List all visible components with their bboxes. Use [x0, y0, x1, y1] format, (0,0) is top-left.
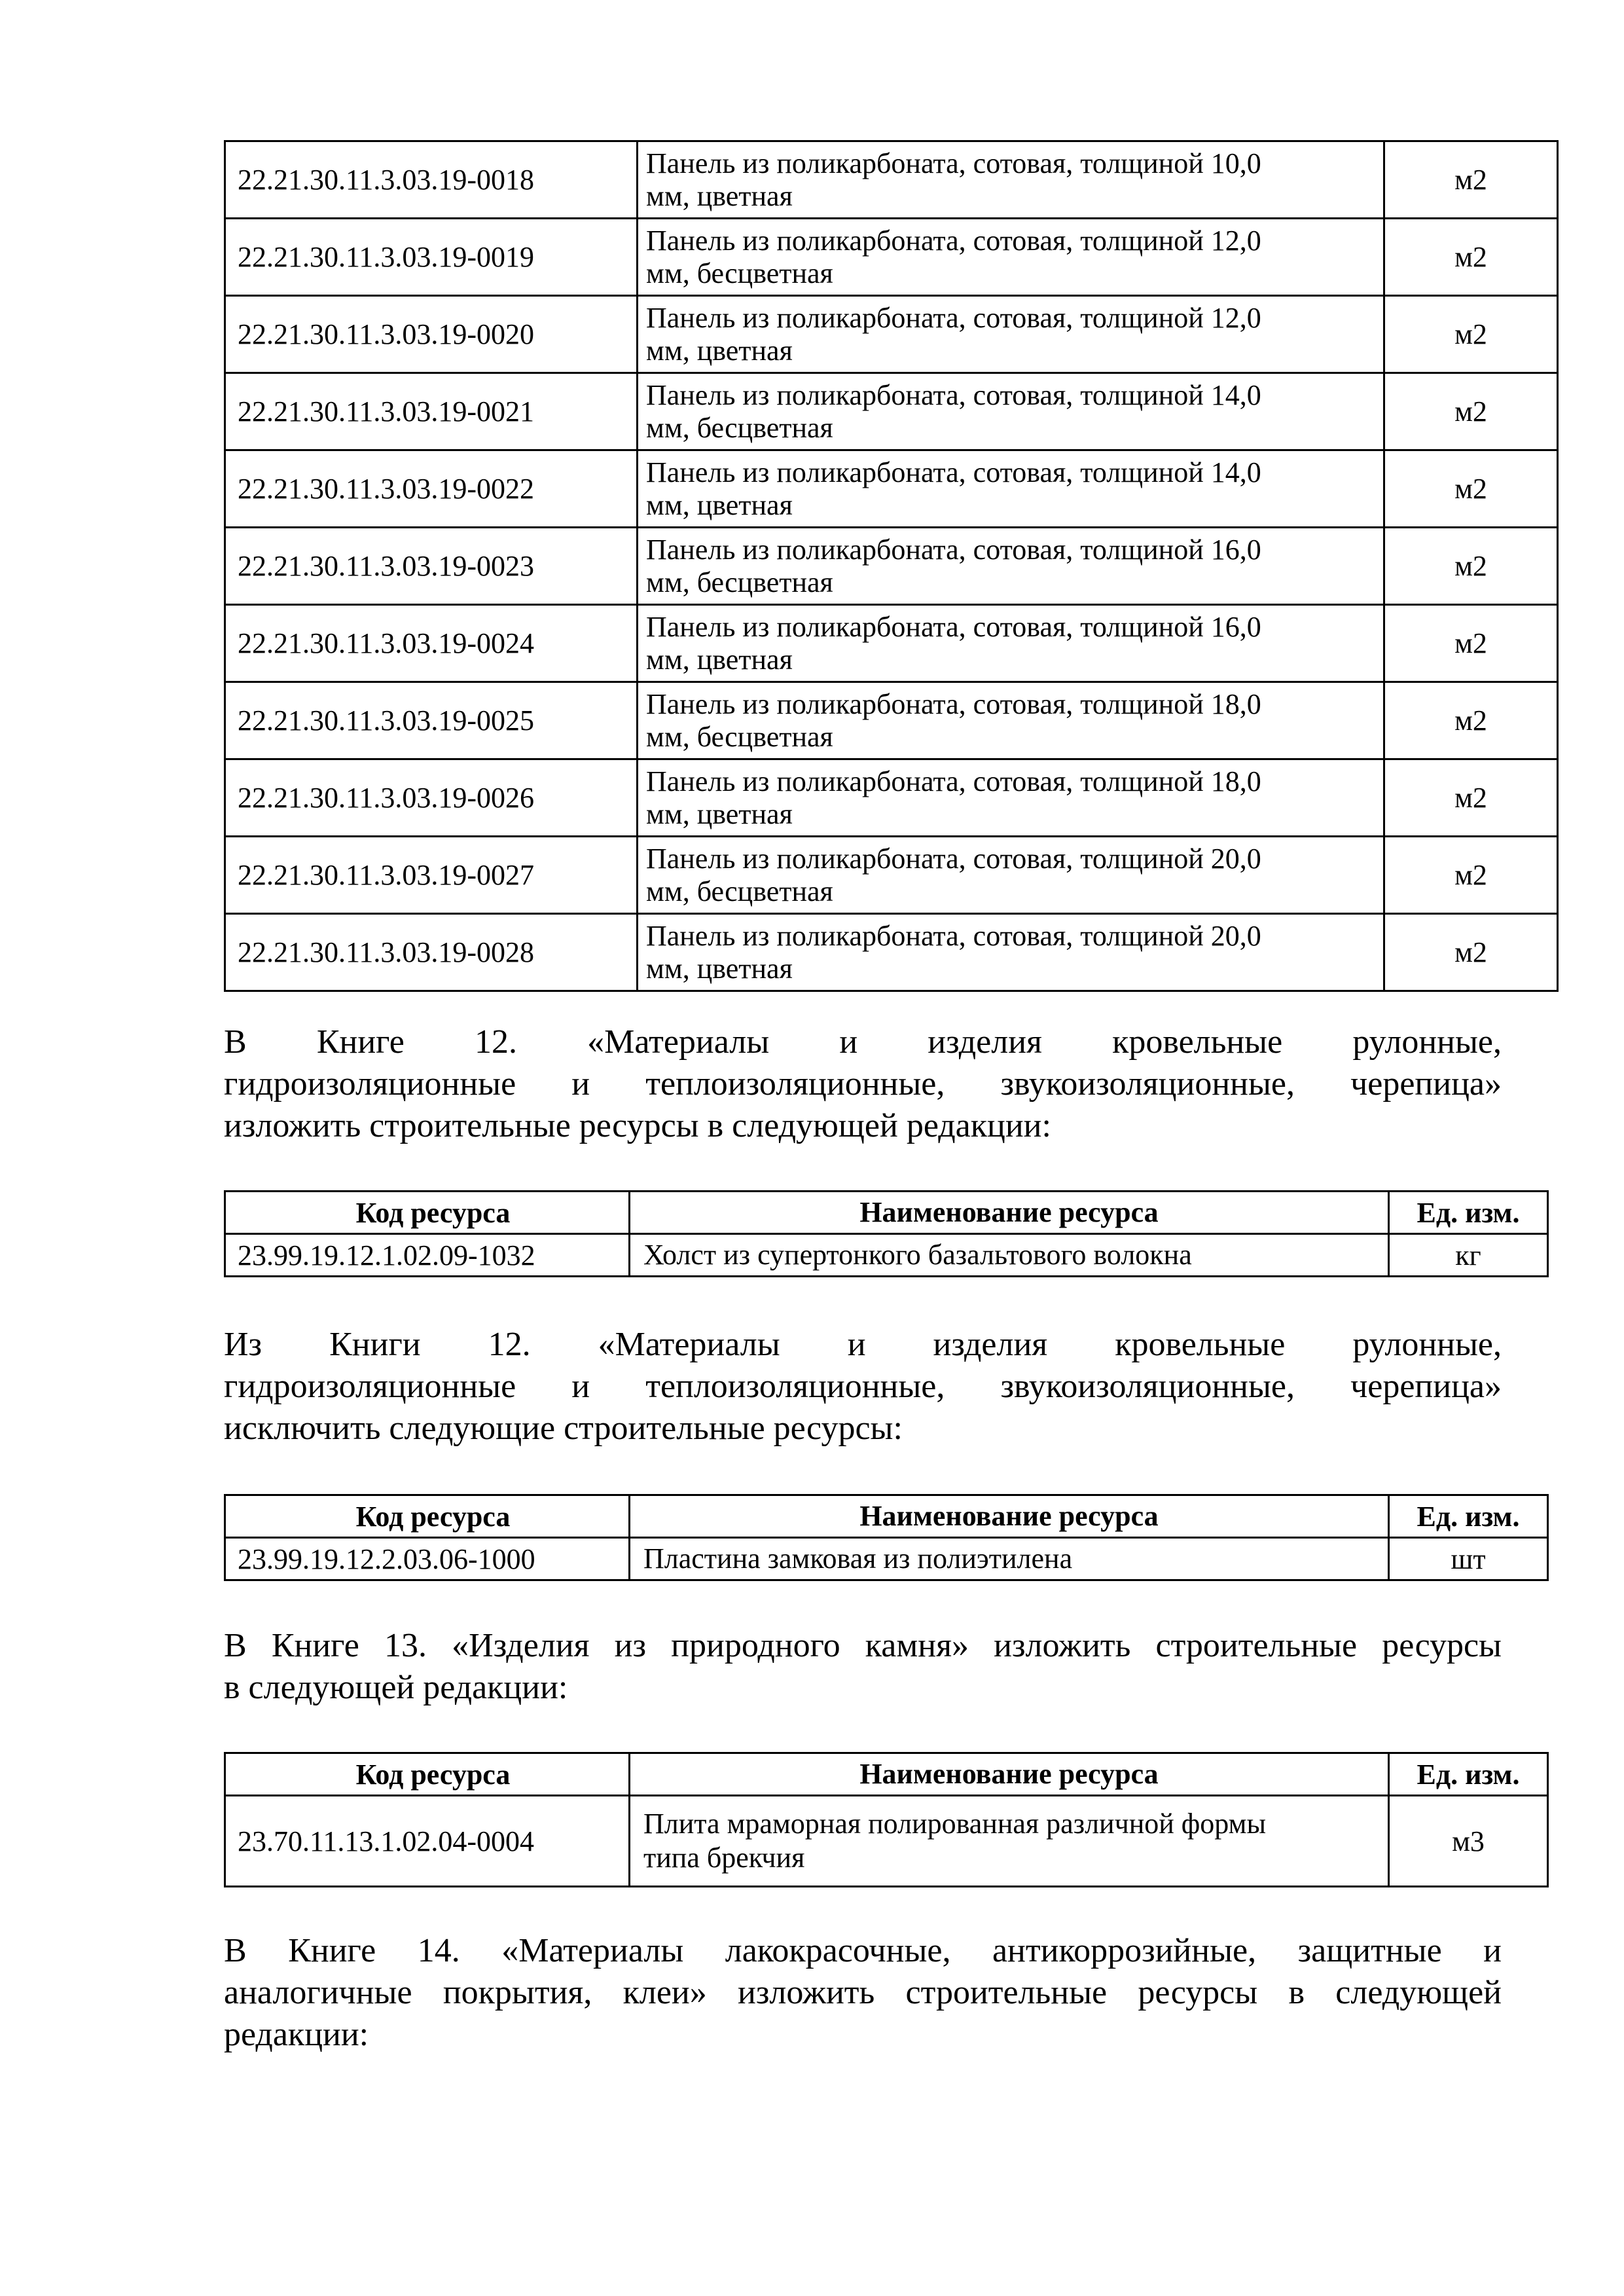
resource-code: 22.21.30.11.3.03.19-0019	[225, 219, 638, 296]
resource-name-line2: мм, бесцветная	[646, 720, 833, 753]
header-name: Наименование ресурса	[630, 1192, 1389, 1234]
table-row	[225, 219, 1558, 296]
header-name: Наименование ресурса	[630, 1495, 1389, 1538]
row-unit: кг	[1389, 1234, 1548, 1277]
resource-unit: м2	[1384, 682, 1558, 759]
row-code: 23.99.19.12.1.02.09-1032	[225, 1234, 630, 1277]
resource-unit: м2	[1384, 296, 1558, 373]
resource-code: 22.21.30.11.3.03.19-0021	[225, 373, 638, 450]
table-row	[225, 1234, 1548, 1277]
resource-name-line1: Панель из поликарбоната, сотовая, толщиной 20,0	[646, 919, 1261, 952]
resource-name	[638, 682, 1384, 759]
resource-name-line1: Панель из поликарбоната, сотовая, толщиной 20,0	[646, 842, 1261, 875]
resource-name-line1: Панель из поликарбоната, сотовая, толщиной 12,0	[646, 301, 1261, 334]
table-row	[225, 528, 1558, 605]
resource-name-line2: мм, бесцветная	[646, 875, 833, 907]
table-row	[225, 373, 1558, 450]
resource-name-line2: мм, бесцветная	[646, 566, 833, 598]
header-unit: Ед. изм.	[1389, 1753, 1548, 1796]
row-name: Пластина замковая из полиэтилена	[630, 1538, 1389, 1580]
resource-unit: м2	[1384, 605, 1558, 682]
header-name: Наименование ресурса	[630, 1753, 1389, 1796]
resource-name-line2: мм, цветная	[646, 179, 793, 212]
resource-unit: м2	[1384, 837, 1558, 914]
resource-name-line1: Панель из поликарбоната, сотовая, толщиной 16,0	[646, 533, 1261, 566]
book14-edit-line1: В Книге 14. «Материалы лакокрасочные, антикоррозийные, защитные и	[224, 1932, 1502, 1969]
resource-name-line1: Панель из поликарбоната, сотовая, толщиной 18,0	[646, 687, 1261, 720]
table-row	[225, 682, 1558, 759]
row-code: 23.99.19.12.2.03.06-1000	[225, 1538, 630, 1580]
table-row	[225, 759, 1558, 837]
book12-edit-line2: гидроизоляционные и теплоизоляционные, звукоизоляционные, черепица»	[224, 1065, 1502, 1102]
resource-name	[638, 296, 1384, 373]
resource-unit: м2	[1384, 141, 1558, 219]
resource-name	[638, 528, 1384, 605]
resource-name-line2: мм, бесцветная	[646, 257, 833, 289]
resource-name	[638, 605, 1384, 682]
resource-code: 22.21.30.11.3.03.19-0026	[225, 759, 638, 837]
resource-name-line1: Панель из поликарбоната, сотовая, толщиной 18,0	[646, 765, 1261, 797]
resource-name-line2: мм, цветная	[646, 488, 793, 521]
resource-name	[638, 373, 1384, 450]
resource-name-line2: мм, цветная	[646, 952, 793, 985]
resource-name-line1: Панель из поликарбоната, сотовая, толщиной 12,0	[646, 224, 1261, 257]
resource-name	[638, 219, 1384, 296]
resource-name-line1: Панель из поликарбоната, сотовая, толщиной 14,0	[646, 378, 1261, 411]
resource-unit: м2	[1384, 373, 1558, 450]
book12-exclude-line1: Из Книги 12. «Материалы и изделия кровельные рулонные,	[224, 1326, 1502, 1363]
table-row	[225, 605, 1558, 682]
book12-edit-line1: В Книге 12. «Материалы и изделия кровельные рулонные,	[224, 1023, 1502, 1061]
resource-code: 22.21.30.11.3.03.19-0025	[225, 682, 638, 759]
resource-name	[638, 141, 1384, 219]
resource-code: 22.21.30.11.3.03.19-0024	[225, 605, 638, 682]
polycarbonate-panels-table	[224, 140, 1559, 992]
book13-edit-table	[224, 1752, 1549, 1887]
resource-code: 22.21.30.11.3.03.19-0022	[225, 450, 638, 528]
resource-code: 22.21.30.11.3.03.19-0028	[225, 914, 638, 991]
row-name	[630, 1796, 1389, 1887]
row-name-line2: типа брекчия	[643, 1842, 805, 1874]
table-header-row	[225, 1753, 1548, 1796]
resource-unit: м2	[1384, 914, 1558, 991]
table-row	[225, 450, 1558, 528]
resource-code: 22.21.30.11.3.03.19-0027	[225, 837, 638, 914]
header-unit: Ед. изм.	[1389, 1192, 1548, 1234]
book12-exclude-line3: исключить следующие строительные ресурсы:	[224, 1410, 903, 1447]
row-unit: м3	[1389, 1796, 1548, 1887]
book13-edit-line2: в следующей редакции:	[224, 1669, 568, 1706]
header-code: Код ресурса	[225, 1753, 630, 1796]
table-header-row	[225, 1192, 1548, 1234]
resource-name-line1: Панель из поликарбоната, сотовая, толщиной 16,0	[646, 610, 1261, 643]
book12-edit-line3: изложить строительные ресурсы в следующей редакции:	[224, 1107, 1051, 1144]
resource-unit: м2	[1384, 450, 1558, 528]
resource-unit: м2	[1384, 219, 1558, 296]
resource-name	[638, 914, 1384, 991]
resource-name-line2: мм, бесцветная	[646, 411, 833, 444]
header-unit: Ед. изм.	[1389, 1495, 1548, 1538]
resource-name-line2: мм, цветная	[646, 334, 793, 367]
header-code: Код ресурса	[225, 1495, 630, 1538]
row-name: Холст из супертонкого базальтового волокна	[630, 1234, 1389, 1277]
resource-code: 22.21.30.11.3.03.19-0018	[225, 141, 638, 219]
resource-name-line2: мм, цветная	[646, 643, 793, 676]
row-name-line1: Плита мраморная полированная различной формы	[643, 1808, 1267, 1840]
table-row	[225, 1796, 1548, 1887]
resource-unit: м2	[1384, 528, 1558, 605]
resource-name	[638, 450, 1384, 528]
table-row	[225, 837, 1558, 914]
resource-name	[638, 759, 1384, 837]
book14-edit-line2: аналогичные покрытия, клеи» изложить строительные ресурсы в следующей	[224, 1974, 1502, 2011]
book12-edit-table	[224, 1190, 1549, 1277]
row-code: 23.70.11.13.1.02.04-0004	[225, 1796, 630, 1887]
resource-code: 22.21.30.11.3.03.19-0020	[225, 296, 638, 373]
table-row	[225, 914, 1558, 991]
book14-edit-line3: редакции:	[224, 2016, 369, 2053]
table-row	[225, 296, 1558, 373]
resource-name-line2: мм, цветная	[646, 797, 793, 830]
table-row	[225, 141, 1558, 219]
book12-exclude-line2: гидроизоляционные и теплоизоляционные, звукоизоляционные, черепица»	[224, 1368, 1502, 1405]
row-unit: шт	[1389, 1538, 1548, 1580]
book12-exclude-table	[224, 1494, 1549, 1581]
table-row	[225, 1538, 1548, 1580]
table-header-row	[225, 1495, 1548, 1538]
resource-name	[638, 837, 1384, 914]
book13-edit-line1: В Книге 13. «Изделия из природного камня» изложить строительные ресурсы	[224, 1627, 1502, 1664]
resource-code: 22.21.30.11.3.03.19-0023	[225, 528, 638, 605]
header-code: Код ресурса	[225, 1192, 630, 1234]
resource-unit: м2	[1384, 759, 1558, 837]
resource-name-line1: Панель из поликарбоната, сотовая, толщиной 10,0	[646, 147, 1261, 179]
resource-name-line1: Панель из поликарбоната, сотовая, толщиной 14,0	[646, 456, 1261, 488]
